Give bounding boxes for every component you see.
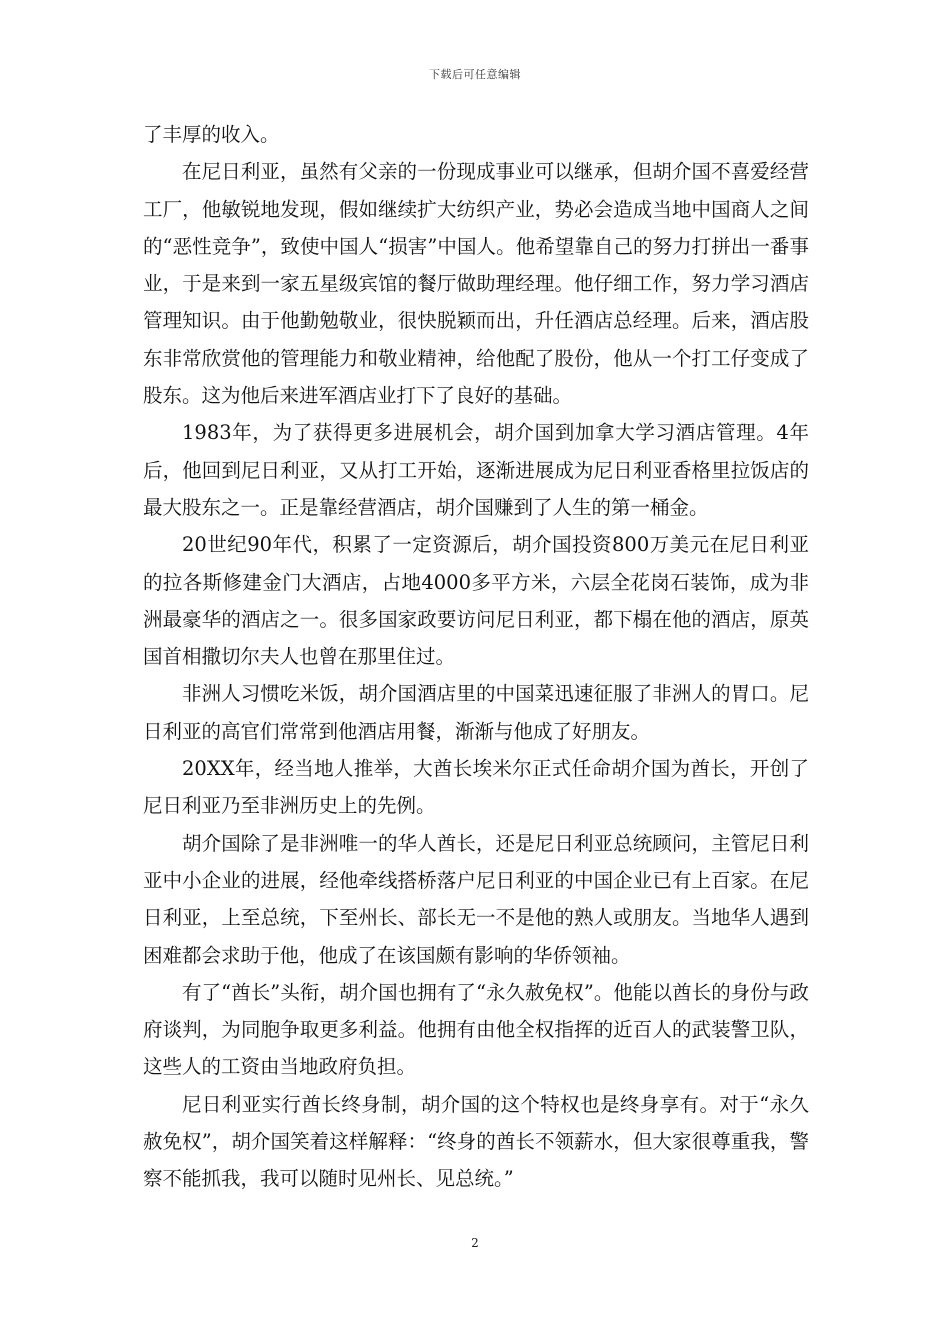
paragraph: 胡介国除了是非洲唯一的华人酋长，还是尼日利亚总统顾问，主管尼日利亚中小企业的进展，经他牵线搭桥落户尼日利亚的中国企业已有上百家。在尼日利亚，上至总统，下至州长、部长无一不是他的熟人或朋友。当地华人遇到困难都会求助于他，他成了在该国颇有影响的华侨领袖。 [143,831,809,967]
document-body [143,116,809,1198]
paragraph: 在尼日利亚，虽然有父亲的一份现成事业可以继承，但胡介国不喜爱经营工厂，他敏锐地发现，假如继续扩大纺织产业，势必会造成当地中国商人之间的“恶性竞争”，致使中国人“损害”中国人。他希望靠自己的努力打拼出一番事业，于是来到一家五星级宾馆的餐厅做助理经理。他仔细工作，努力学习酒店管理知识。由于他勤勉敬业，很快脱颖而出，升任酒店总经理。后来，酒店股东非常欣赏他的管理能力和敬业精神，给他配了股份，他从一个打工仔变成了股东。这为他后来进军酒店业打下了良好的基础。 [143,160,809,408]
page-header: 下载后可任意编辑 [429,68,521,81]
paragraph: 尼日利亚实行酋长终身制，胡介国的这个特权也是终身享有。对于“永久赦免权”，胡介国笑着这样解释：“终身的酋长不领薪水，但大家很尊重我，警察不能抓我，我可以随时见州长、见总统。” [143,1092,809,1191]
paragraph: 有了“酋长”头衔，胡介国也拥有了“永久赦免权”。他能以酋长的身份与政府谈判，为同胞争取更多利益。他拥有由他全权指挥的近百人的武装警卫队，这些人的工资由当地政府负担。 [143,980,809,1079]
paragraph: 20XX年，经当地人推举，大酋长埃米尔正式任命胡介国为酋长，开创了尼日利亚乃至非洲历史上的先例。 [143,757,809,818]
paragraph: 1983年，为了获得更多进展机会，胡介国到加拿大学习酒店管理。4年后，他回到尼日利亚，又从打工开始，逐渐进展成为尼日利亚香格里拉饭店的最大股东之一。正是靠经营酒店，胡介国赚到了人生的第一桶金。 [143,421,809,519]
page-number: 2 [471,1236,479,1250]
paragraph: 了丰厚的收入。 [143,123,280,146]
paragraph: 20世纪90年代，积累了一定资源后，胡介国投资800万美元在尼日利亚的拉各斯修建金门大酒店，占地4000多平方米，六层全花岗石装饰，成为非洲最豪华的酒店之一。很多国家政要访问尼日利亚，都下榻在他的酒店，原英国首相撒切尔夫人也曾在那里住过。 [143,533,809,669]
paragraph: 非洲人习惯吃米饭，胡介国酒店里的中国菜迅速征服了非洲人的胃口。尼日利亚的高官们常常到他酒店用餐，渐渐与他成了好朋友。 [143,682,809,743]
